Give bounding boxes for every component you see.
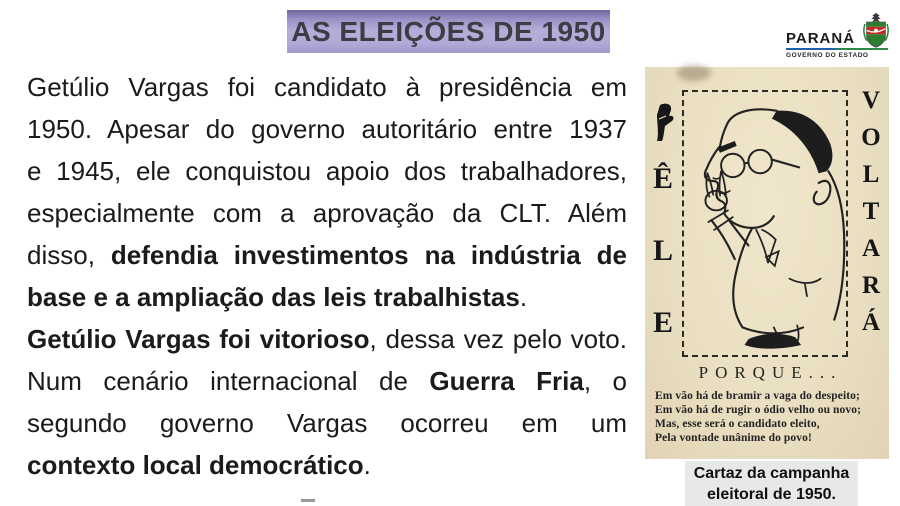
poem-line: Em vão há de bramir a vaga do despeito;: [655, 390, 860, 402]
text-line: 1950. Apesar do governo autoritário entre 1937: [27, 114, 627, 144]
text-line: Getúlio Vargas foi vitorioso, dessa vez pelo voto.: [27, 324, 627, 354]
voltara-letter: A: [861, 235, 881, 262]
poster-caption-text: Cartaz da campanha eleitoral de 1950.: [693, 464, 850, 503]
parana-government-logo: [786, 12, 888, 59]
voltara-letter: V: [861, 87, 881, 114]
poem-line: Mas, esse será o candidato eleito,: [655, 418, 820, 430]
poster-left-letters: [648, 163, 678, 338]
text-line: contexto local democrático.: [27, 450, 371, 480]
text-line: especialmente com a aprovação da CLT. Além: [27, 198, 627, 228]
voltara-letter: L: [862, 161, 880, 188]
voltara-letter: Á: [861, 309, 881, 336]
poster-frame: [682, 90, 848, 357]
bottom-accent-bar: [301, 499, 315, 502]
poem-line: Pela vontade unânime do povo!: [655, 432, 812, 444]
governo-do-estado-label: GOVERNO DO ESTADO: [786, 52, 869, 59]
parana-wordmark: PARANÁ: [786, 30, 856, 47]
campaign-poster: [645, 67, 889, 459]
text-line: e 1945, ele conquistou apoio dos trabalhadores,: [27, 156, 627, 186]
voltara-letter: O: [861, 124, 881, 151]
title-banner: [287, 10, 610, 53]
poem-line: Em vão há de rugir o ódio velho ou novo;: [655, 404, 862, 416]
text-line: segundo governo Vargas ocorreu em um: [27, 408, 627, 438]
page-title: AS ELEIÇÕES DE 1950: [291, 15, 606, 47]
poster-caption: [685, 461, 858, 506]
text-line: Num cenário internacional de Guerra Fria, o: [27, 366, 627, 396]
poster-right-letters: [855, 87, 887, 336]
paper-stain: [677, 65, 711, 81]
text-line: base e a ampliação das leis trabalhistas.: [27, 282, 528, 312]
ele-letter: Ê: [652, 162, 673, 195]
ele-letter: L: [652, 234, 673, 267]
campaign-poem: [655, 389, 885, 445]
parana-coat-of-arms-icon: [862, 12, 890, 49]
ele-letter: E: [652, 306, 673, 339]
porque-heading: PORQUE...: [698, 363, 843, 382]
pointing-hand-icon: [654, 103, 677, 143]
body-text: [27, 66, 627, 486]
vargas-caricature-illustration: [684, 92, 846, 355]
text-line: Getúlio Vargas foi candidato à presidência em: [27, 72, 627, 102]
voltara-letter: T: [862, 198, 880, 225]
text-line: disso, defendia investimentos na indústria de: [27, 240, 627, 270]
voltara-letter: R: [861, 272, 881, 299]
